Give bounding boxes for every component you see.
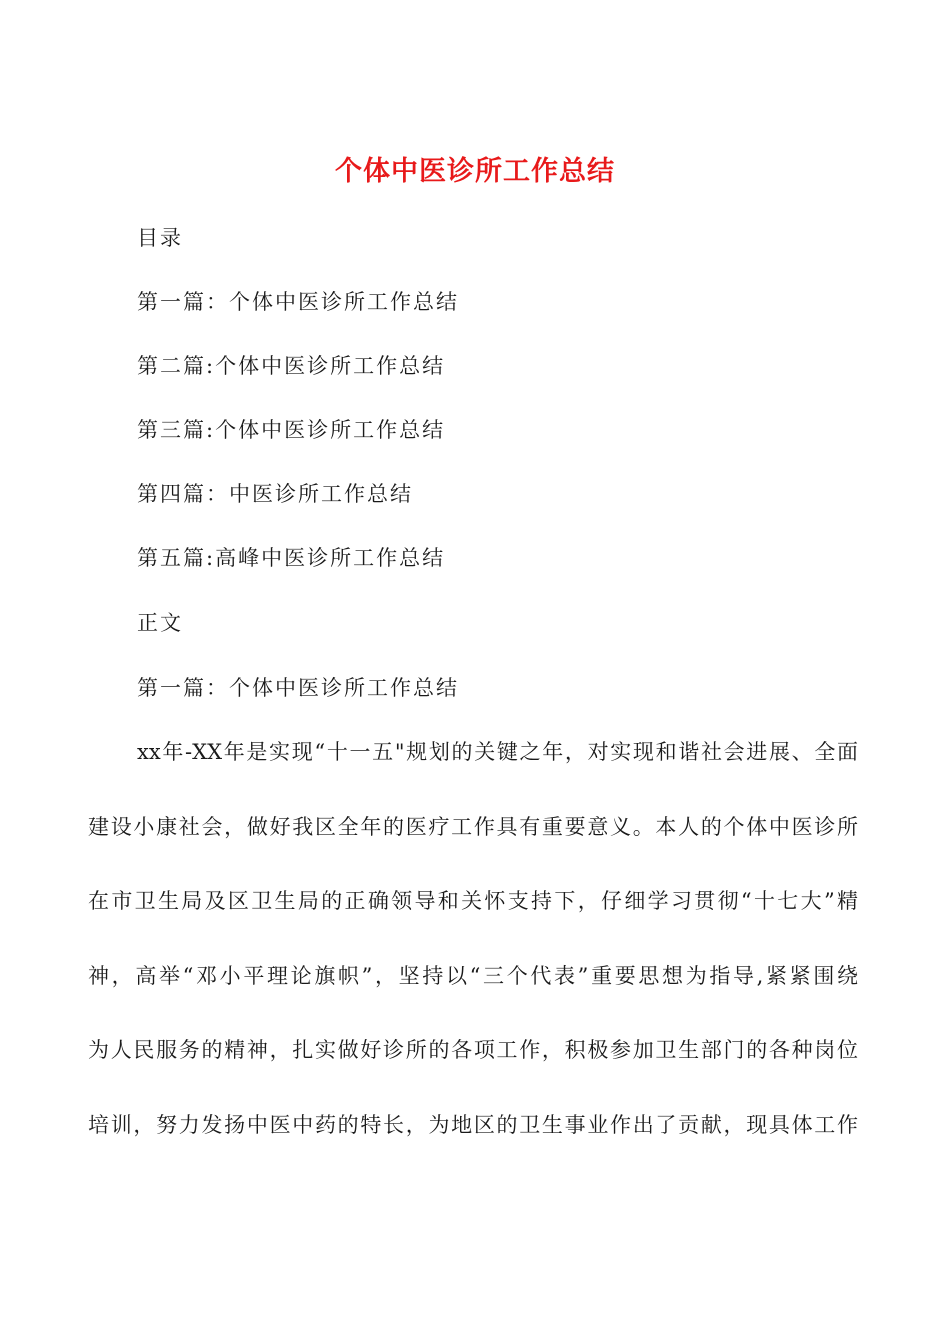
section-heading: 第一篇：个体中医诊所工作总结 [137, 676, 459, 700]
toc-item: 第一篇：个体中医诊所工作总结 [137, 290, 459, 314]
paragraph-line: xx年-XX年是实现“十一五"规划的关键之年，对实现和谐社会进展、全面 [137, 740, 858, 764]
paragraph-line: 神，高举“邓小平理论旗帜”，坚持以“三个代表”重要思想为指导,紧紧围绕 [88, 964, 858, 988]
paragraph-line: 建设小康社会，做好我区全年的医疗工作具有重要意义。本人的个体中医诊所 [88, 815, 858, 839]
toc-item: 第二篇:个体中医诊所工作总结 [137, 354, 446, 378]
toc-heading: 目录 [137, 226, 183, 250]
paragraph-line: 在市卫生局及区卫生局的正确领导和关怀支持下，仔细学习贯彻“十七大”精 [88, 889, 858, 913]
paragraph-line: 培训，努力发扬中医中药的特长，为地区的卫生事业作出了贡献，现具体工作 [88, 1113, 858, 1137]
toc-item: 第五篇:高峰中医诊所工作总结 [137, 546, 446, 570]
toc-item: 第四篇：中医诊所工作总结 [137, 482, 413, 506]
document-title: 个体中医诊所工作总结 [335, 156, 615, 187]
toc-item: 第三篇:个体中医诊所工作总结 [137, 418, 446, 442]
body-heading: 正文 [137, 611, 183, 635]
paragraph-line: 为人民服务的精神，扎实做好诊所的各项工作，积极参加卫生部门的各种岗位 [88, 1038, 858, 1062]
